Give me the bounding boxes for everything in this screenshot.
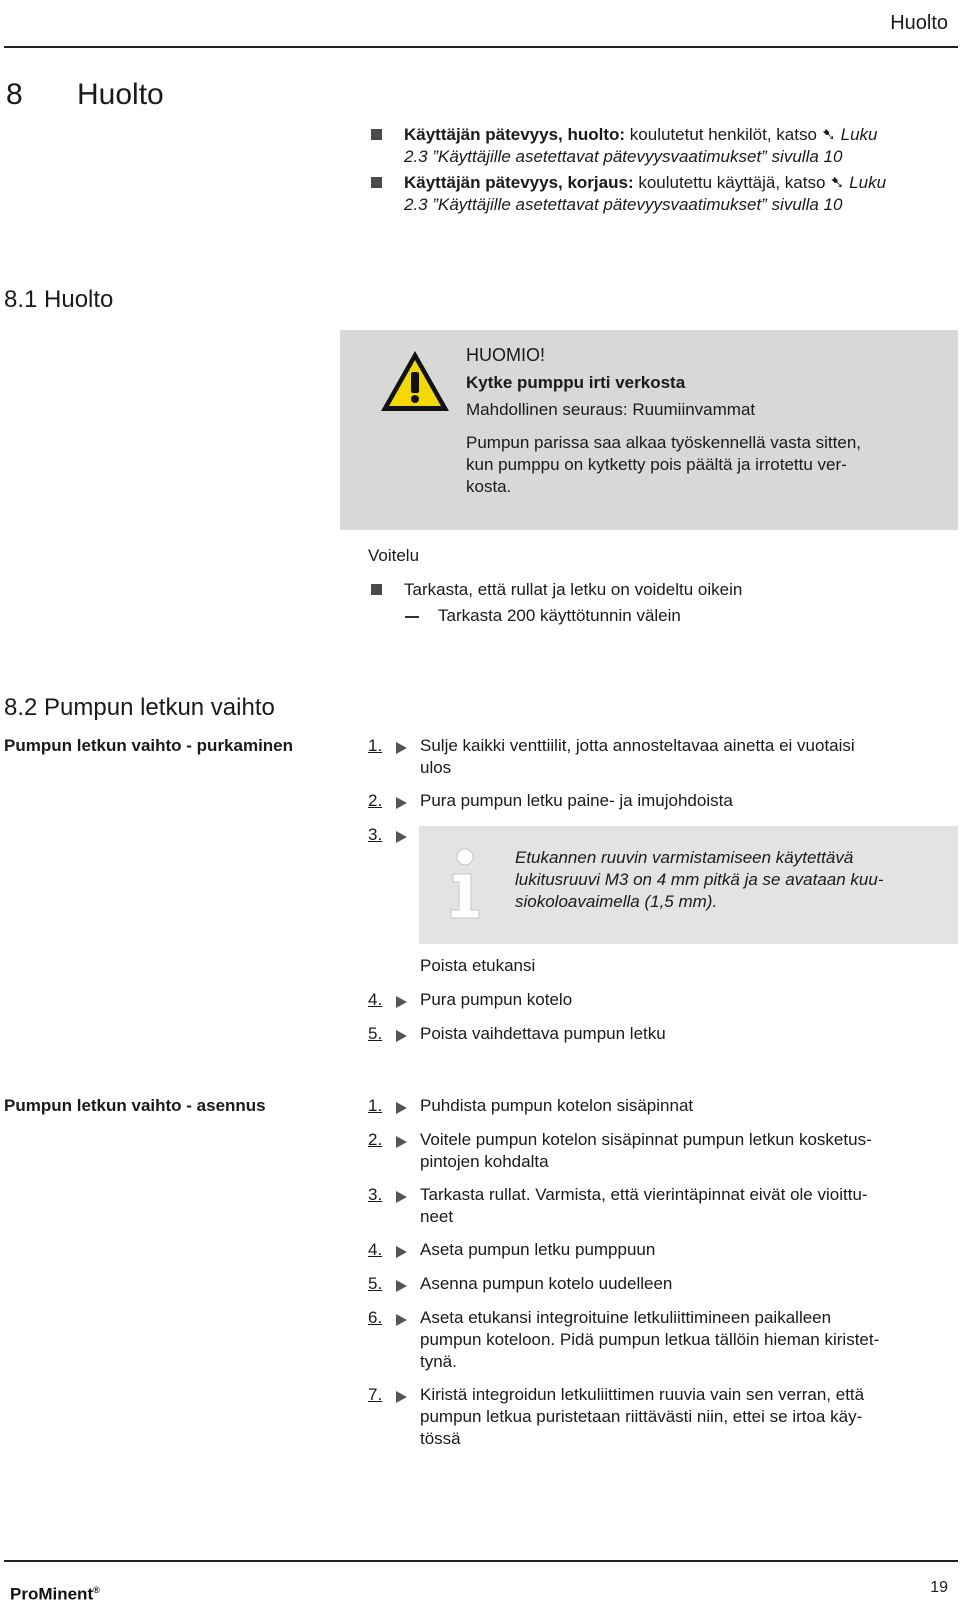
header-rule (4, 46, 958, 48)
notice-title: HUOMIO! (466, 345, 545, 365)
lubrication-label: Voitelu (368, 546, 420, 565)
step-arrow-icon (396, 831, 407, 843)
competence-text: koulutetut henkilöt, katso (625, 125, 822, 144)
competence-item (371, 172, 960, 216)
step-arrow-icon (396, 1391, 407, 1403)
reference-link[interactable]: 2.3 ”Käyttäjille asetettavat pätevyysvaatimukset” sivulla 10 (404, 147, 843, 166)
step-arrow-icon (396, 1136, 407, 1148)
competence-text: koulutettu käyttäjä, katso (633, 173, 831, 192)
info-box (419, 826, 958, 944)
install-label: Pumpun letkun vaihto - asennus (4, 1096, 266, 1115)
step-arrow-icon (396, 1030, 407, 1042)
reference-link[interactable]: 2.3 ”Käyttäjille asetettavat pätevyysvaatimukset” sivulla 10 (404, 195, 843, 214)
step-arrow-icon (396, 1102, 407, 1114)
step-arrow-icon (396, 1314, 407, 1326)
info-icon (445, 848, 485, 920)
competence-label: Käyttäjän pätevyys, huolto: (404, 125, 626, 144)
notice-body: Pumpun parissa saa alkaa työskennellä vasta sitten, kun pumppu on kytketty pois päältä ja irrotettu ver- kosta. (466, 433, 862, 496)
step-arrow-icon (396, 1280, 407, 1292)
notice-subtitle: Kytke pumppu irti verkosta (466, 373, 686, 392)
bullet-icon (371, 129, 382, 140)
notice-consequence: Mahdollinen seuraus: Ruumiinvammat (466, 400, 756, 419)
footer-rule (4, 1560, 958, 1562)
warning-triangle-icon (378, 348, 452, 414)
header-title: Huolto (890, 12, 948, 34)
lubrication-item: Tarkasta, että rullat ja letku on voideltu oikein (371, 579, 960, 601)
step3-text: Poista etukansi (420, 956, 536, 975)
competence-item (371, 124, 960, 168)
bullet-icon (371, 177, 382, 188)
competence-label: Käyttäjän pätevyys, korjaus: (404, 173, 634, 192)
section-heading-8-2: 8.2 Pumpun letkun vaihto (4, 694, 275, 721)
removal-label: Pumpun letkun vaihto - purkaminen (4, 736, 294, 755)
warning-notice (340, 330, 958, 530)
arrow-reference-icon: ➷ (830, 173, 845, 192)
arrow-reference-icon: ➷ (821, 125, 836, 144)
brand-logo: ProMinent® (10, 1584, 100, 1604)
step-arrow-icon (396, 797, 407, 809)
step-arrow-icon (396, 1191, 407, 1203)
reference-link[interactable]: Luku (849, 173, 887, 192)
bullet-icon (371, 584, 382, 595)
chapter-number: 8 (6, 78, 23, 111)
lubrication-subitem: Tarkasta 200 käyttötunnin välein (405, 605, 918, 627)
chapter-title: Huolto (77, 78, 164, 111)
reference-link[interactable]: Luku (840, 125, 878, 144)
page-number: 19 (930, 1579, 948, 1596)
section-heading-8-1: 8.1 Huolto (4, 286, 114, 313)
step-arrow-icon (396, 996, 407, 1008)
step-arrow-icon (396, 1246, 407, 1258)
step-arrow-icon (396, 742, 407, 754)
info-text: Etukannen ruuvin varmistamiseen käytettävä lukitusruuvi M3 on 4 mm pitkä ja se avataan kuu- siokoloavaimella (1,5 mm). (515, 848, 884, 911)
